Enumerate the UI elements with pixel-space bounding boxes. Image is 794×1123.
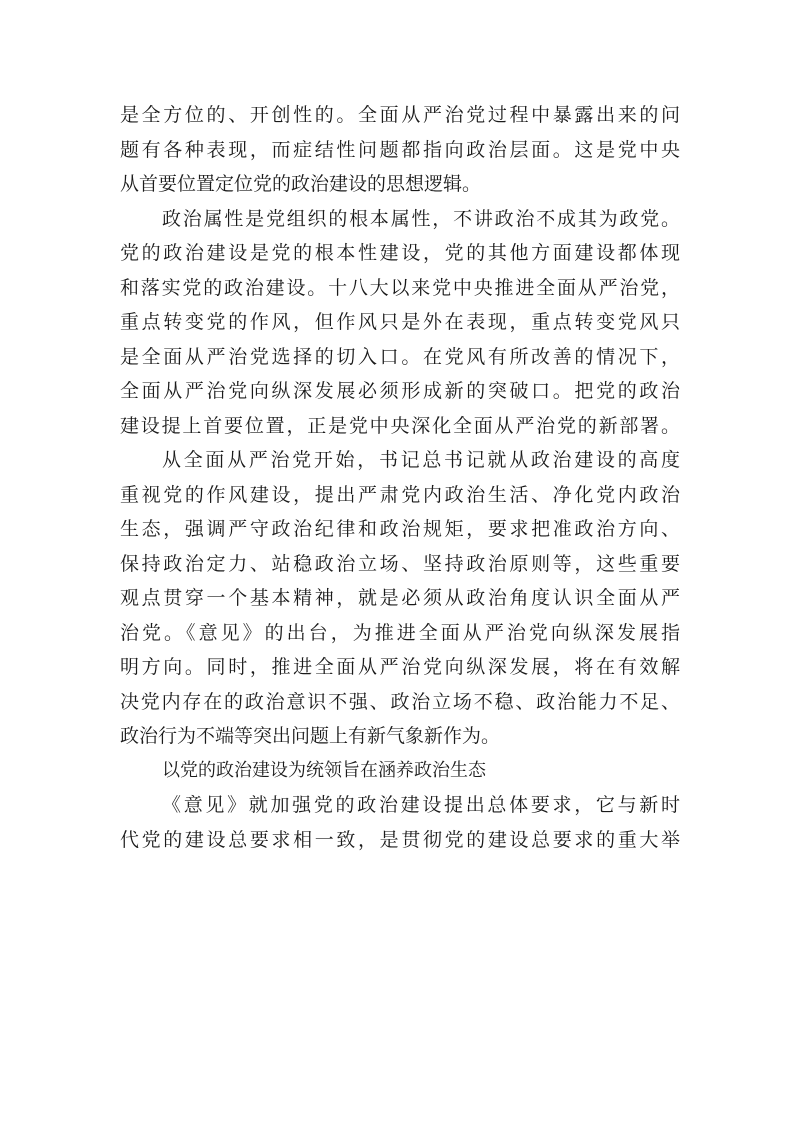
body-text: [120, 98, 680, 857]
paragraph-line: 重视党的作风建设，提出严肃党内政治生活、净化党内政治: [120, 483, 680, 506]
paragraph-line: 是全方位的、开创性的。全面从严治党过程中暴露出来的问: [120, 104, 680, 126]
section-heading: 以党的政治建设为统领旨在涵养政治生态: [162, 759, 486, 781]
paragraph-line: 和落实党的政治建设。十八大以来党中央推进全面从严治党，: [120, 276, 680, 299]
paragraph-line: 全面从严治党向纵深发展必须形成新的突破口。把党的政治: [120, 380, 680, 402]
paragraph-line: 观点贯穿一个基本精神，就是必须从政治角度认识全面从严: [120, 587, 680, 609]
paragraph-line: 建设提上首要位置，正是党中央深化全面从严治党的新部署。: [120, 414, 680, 437]
paragraph-line: 明方向。同时，推进全面从严治党向纵深发展，将在有效解: [120, 656, 680, 678]
paragraph-line: 《意见》就加强党的政治建设提出总体要求，它与新时: [162, 794, 680, 816]
paragraph-line: 代党的建设总要求相一致，是贯彻党的建设总要求的重大举: [120, 828, 680, 851]
paragraph-line: 生态，强调严守政治纪律和政治规矩，要求把准政治方向、: [120, 518, 680, 540]
paragraph-line: 从首要位置定位党的政治建设的思想逻辑。: [120, 173, 482, 195]
paragraph-line: 政治行为不端等突出问题上有新气象新作为。: [120, 725, 501, 747]
paragraph-line: 决党内存在的政治意识不强、政治立场不稳、政治能力不足、: [120, 690, 680, 713]
paragraph-line: 重点转变党的作风，但作风只是外在表现，重点转变党风只: [120, 311, 680, 333]
paragraph-line: 政治属性是党组织的根本属性，不讲政治不成其为政党。: [162, 207, 680, 230]
paragraph-line: 从全面从严治党开始，书记总书记就从政治建设的高度: [162, 449, 680, 471]
paragraph-line: 党的政治建设是党的根本性建设，党的其他方面建设都体现: [120, 242, 680, 264]
paragraph-line: 保持政治定力、站稳政治立场、坚持政治原则等，这些重要: [120, 552, 680, 575]
paragraph-line: 是全面从严治党选择的切入口。在党风有所改善的情况下，: [120, 345, 680, 368]
paragraph-line: 治党。《意见》的出台，为推进全面从严治党向纵深发展指: [120, 621, 680, 644]
paragraph-line: 题有各种表现，而症结性问题都指向政治层面。这是党中央: [120, 138, 680, 161]
